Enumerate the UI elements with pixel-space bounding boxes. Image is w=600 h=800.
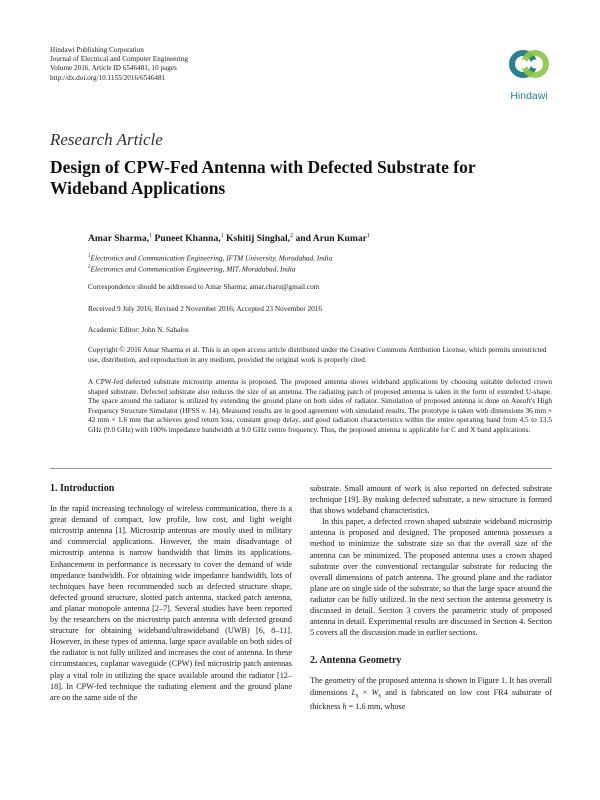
affiliation: $^1$Electronics and Communication Engineering, IFTM University, Moradabad, India <box>88 253 333 263</box>
author-list <box>88 233 370 244</box>
author-name: and Arun Kumar <box>295 233 367 245</box>
divider <box>50 468 552 469</box>
section-heading-introduction: 1. Introduction <box>50 483 115 494</box>
paragraph: The geometry of the proposed antenna is shown in Figure 1. It has overall dimensions $L_s \times W_s$ and is fabricated on low cost FR4 substrate of thickness h = 1.6 mm, whose <box>310 676 552 712</box>
publication-info <box>50 46 188 83</box>
author-name: Kshitij Singhal, <box>226 233 291 245</box>
paragraph: In this paper, a defected crown shaped substrate wideband microstrip antenna is proposed and designed. The proposed antenna possesses a method to minimize the substrate size so that the overall size of the antenna can be minimized. The proposed antenna uses a crown shaped substrate over the conventional rectangular substrate for reducing the overall dimensions of patch antenna. The ground plane and the radiator plane are on single side of the substrate, so that the large space around the radiator can be fully utilized. In the next section the antenna geometry is discussed in detail. Section 3 covers the parametric study of proposed antenna in detail. Experimental results are discussed in Section 4. Section 5 covers all the discussion made in earlier sections. <box>310 517 552 638</box>
author-name: Puneet Khanna, <box>154 233 221 245</box>
section-heading-antenna-geometry: 2. Antenna Geometry <box>310 655 402 667</box>
hindawi-logo <box>504 40 554 106</box>
paragraph: In the rapid increasing technology of wireless communication, there is a great demand of compact, low profile, low cost, and light weight microstrip antenna [1]. Microstrip antennas are mostly used in military and commercial applications. However, the main disadvantage of microstrip antenna is narrow bandwidth that limits its applications. Enhancement in performance is necessary to cover the demand of wide impedance bandwidth. For obtaining wide impedance bandwidth, lots of techniques have been recommended such as defected structure shape, defected ground structure, slotted patch antenna, stacked patch antenna, and planar monopole antenna [2–7]. Several studies have been reported by the researchers on the microstrip patch antenna with defected ground structure for obtaining wideband/ultrawideband (UWB) [6, 8–11]. However, in these types of antenna, large space available on both sides of the radiator is not fully utilized and increases the cost of antenna. In these circumstances, coplanar waveguide (CPW) fed microstrip patch antennas play a vital role in utilizing the space available around the radiator [12–18]. In CPW-fed technique the radiating element and the ground plane are on the same side of the <box>50 504 292 702</box>
affiliations <box>88 252 332 274</box>
correspondence: Correspondence should be addressed to Amar Sharma; amar.charu@gmail.com <box>88 282 320 291</box>
academic-editor: Academic Editor: John N. Sahalos <box>88 325 189 334</box>
journal-name: Journal of Electrical and Computer Engineering <box>50 55 188 64</box>
affiliation: $^2$Electronics and Communication Engineering, MIT, Moradabad, India <box>88 264 296 274</box>
article-type: Research Article <box>50 130 163 149</box>
doi-link[interactable]: http://dx.doi.org/10.1155/2016/6546481 <box>50 73 166 82</box>
author-name: Amar Sharma, <box>88 233 150 245</box>
volume-info: Volume 2016, Article ID 6546481, 10 pages <box>50 64 177 73</box>
logo-text: Hindawi <box>510 90 548 102</box>
hindawi-rings-icon <box>504 40 554 88</box>
author-affil-mark: 1 <box>220 233 224 239</box>
abstract: A CPW-fed defected substrate microstrip antenna is proposed. The proposed antenna shows wideband applications by choosing suitable defected crown shaped substrate. Defected substrate also reduces the size of an antenna. The radiating patch of proposed antenna is taken in the form of extended U-shape. The space around the radiator is utilized by extending the ground plane on both sides of radiator. Simulation of proposed antenna is done on Ansoft's High Frequency Structure Simulator (HFSS v. 14). Measured results are in good agreement with simulated results. The prototype is taken with dimensions 36 mm × 42 mm × 1.6 mm that achieves good return loss, constant group delay, and good radiation characteristics within the entire operating band from 4.5 to 13.5 GHz (9.0 GHz) with 100% impedance bandwidth at 9.0 GHz centre frequency. Thus, the proposed antenna is applicable for C and X band applications. <box>88 377 552 434</box>
right-column <box>310 483 552 712</box>
left-column <box>50 483 292 703</box>
article-dates: Received 9 July 2016; Revised 2 November 2016; Accepted 23 November 2016 <box>88 304 323 313</box>
paper-title: Design of CPW-Fed Antenna with Defected Substrate for Wideband Applications <box>50 157 476 198</box>
publisher-name: Hindawi Publishing Corporation <box>50 46 144 54</box>
author-affil-mark: 1 <box>149 233 153 239</box>
author-affil-mark: 2 <box>290 233 294 239</box>
paragraph: substrate. Small amount of work is also reported on defected substrate technique [19]. By making defected substrate, a new structure is formed that shows wideband characteristics. <box>310 484 552 516</box>
copyright-notice: Copyright © 2016 Amar Sharma et al. This is an open access article distributed under the Creative Commons Attribution License, which permits unrestricted use, distribution, and reproduction in any medium, provided the original work is properly cited. <box>88 345 547 364</box>
author-affil-mark: 1 <box>366 233 370 239</box>
